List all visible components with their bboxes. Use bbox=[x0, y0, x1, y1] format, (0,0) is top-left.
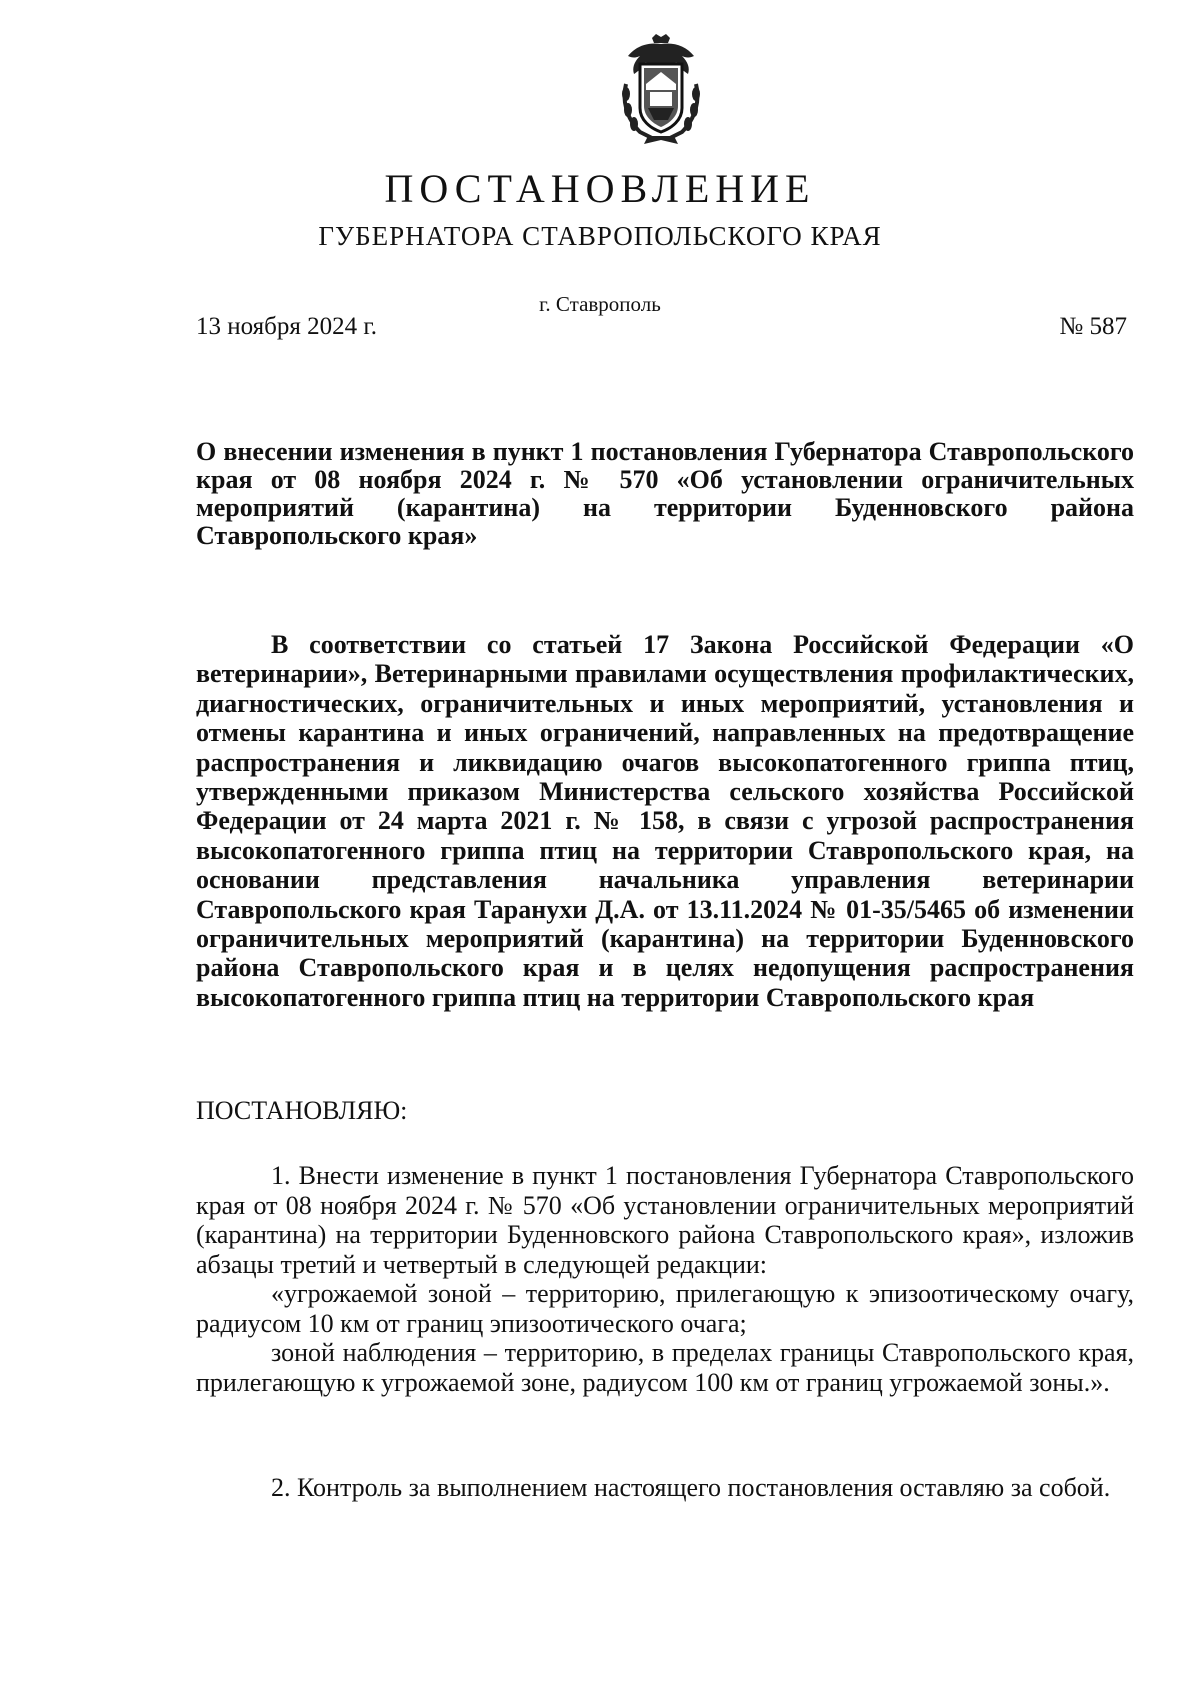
item-1-quote-observation-zone: зоной наблюдения – территорию, в пределах границы Ставропольского края, прилегающую к угрожаемой зоне, радиусом 100 км от границ угрожаемой зоны.». bbox=[196, 1338, 1134, 1397]
document-title: ПОСТАНОВЛЕНИЕ bbox=[384, 166, 816, 211]
city-name: г. Ставрополь bbox=[539, 292, 661, 316]
decree-word: ПОСТАНОВЛЯЮ: bbox=[196, 1096, 408, 1125]
item-1-quote-threatened-zone: «угрожаемой зоной – территорию, прилегающую к эпизоотическому очагу, радиусом 10 км от границ эпизоотического очага; bbox=[196, 1279, 1134, 1338]
document-subject: О внесении изменения в пункт 1 постановления Губернатора Ставропольского края от 08 ноября 2024 г. № 570 «Об установлении ограничительных мероприятий (карантина) на территории Буденновского района Ставропольского края» bbox=[196, 437, 1134, 550]
item-1-paragraph: 1. Внести изменение в пункт 1 постановления Губернатора Ставропольского края от 08 ноября 2024 г. № 570 «Об установлении ограничительных мероприятий (карантина) на территории Буденновского района Ставропольского края», изложив абзацы третий и четвертый в следующей редакции: bbox=[196, 1161, 1134, 1279]
document-number: № 587 bbox=[1059, 313, 1127, 340]
stavropol-coat-of-arms-icon bbox=[618, 34, 704, 146]
document-preamble: В соответствии со статьей 17 Закона Российской Федерации «О ветеринарии», Ветеринарными правилами осуществления профилактических, диагностических, ограничительных и иных мероприятий, установления и отмены карантина и иных ограничений, направленных на предотвращение распространения и ликвидацию очагов высокопатогенного гриппа птиц, утвержденными приказом Министерства сельского хозяйства Российской Федерации от 24 марта 2021 г. № 158, в связи с угрозой распространения высокопатогенного гриппа птиц на территории Ставропольского края, на основании представления начальника управления ветеринарии Ставропольского края Таранухи Д.А. от 13.11.2024 № 01-35/5465 об изменении ограничительных мероприятий (карантина) на территории Буденновского района Ставропольского края и в целях недопущения распространения высокопатогенного гриппа птиц на территории Ставропольского края bbox=[196, 630, 1134, 1012]
document-subtitle: ГУБЕРНАТОРА СТАВРОПОЛЬСКОГО КРАЯ bbox=[318, 221, 882, 251]
decree-item-1 bbox=[196, 1161, 1134, 1397]
document-date: 13 ноября 2024 г. bbox=[196, 313, 378, 340]
decree-item-2: 2. Контроль за выполнением настоящего постановления оставляю за собой. bbox=[271, 1473, 1111, 1502]
